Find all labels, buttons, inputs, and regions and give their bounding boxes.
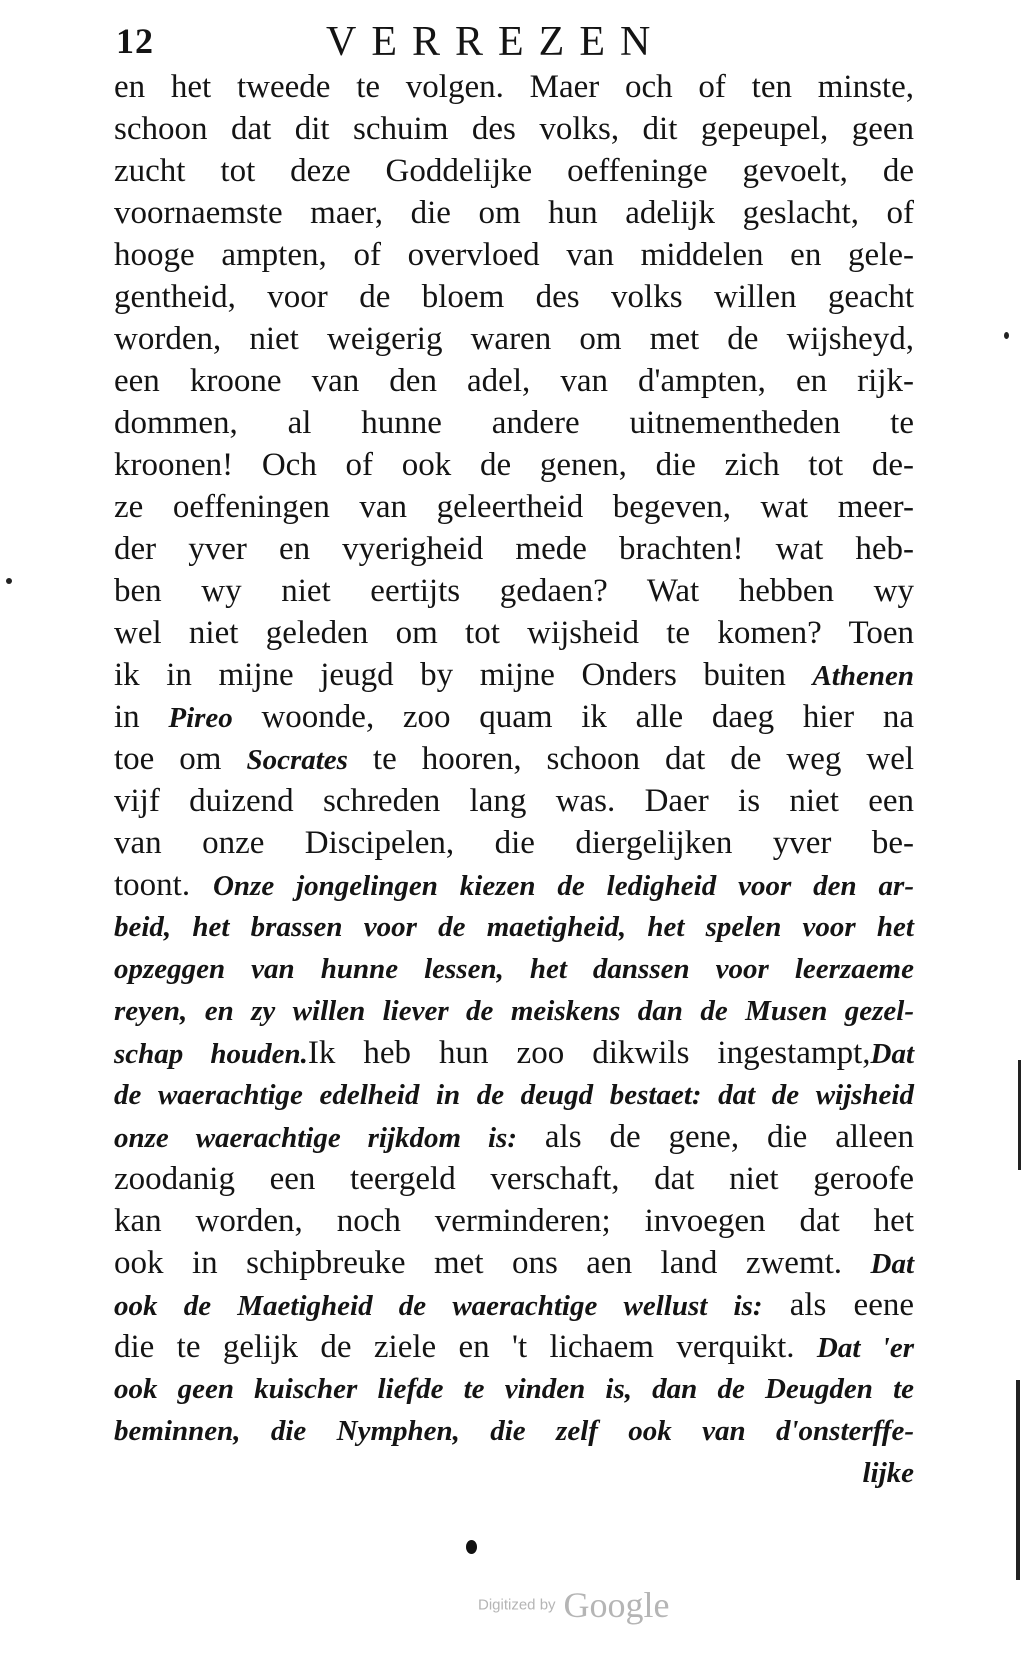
text-line bbox=[114, 822, 914, 864]
italic-text-segment: beminnen, die Nymphen, die zelf ook van d'onsterffe- bbox=[114, 1415, 914, 1447]
text-line bbox=[114, 906, 914, 948]
text-line bbox=[114, 1368, 914, 1410]
margin-speck bbox=[6, 578, 12, 584]
roman-text-segment: toe om bbox=[114, 741, 247, 777]
italic-text-segment: Dat bbox=[870, 1248, 914, 1280]
text-line bbox=[114, 696, 914, 738]
text-line bbox=[114, 1032, 914, 1074]
roman-text-segment: hooge ampten, of overvloed van middelen en gele- bbox=[114, 237, 914, 273]
roman-text-segment: te hooren, schoon dat de weg wel bbox=[347, 741, 915, 777]
roman-text-segment: vijf duizend schreden lang was. Daer is niet een bbox=[114, 783, 914, 819]
text-line bbox=[114, 150, 914, 192]
text-line bbox=[114, 486, 914, 528]
text-line bbox=[114, 864, 914, 906]
margin-edge-mark bbox=[1018, 1060, 1021, 1170]
roman-text-segment: ik in mijne jeugd by mijne Onders buiten bbox=[114, 657, 813, 693]
text-line bbox=[114, 528, 914, 570]
text-line bbox=[114, 402, 914, 444]
page-header bbox=[116, 14, 916, 64]
text-line bbox=[114, 654, 914, 696]
italic-text-segment: onze waerachtige rijkdom is: bbox=[114, 1122, 517, 1154]
roman-text-segment: als de gene, die alleen bbox=[516, 1119, 914, 1155]
italic-text-segment: reyen, en zy willen liever de meiskens dan de Musen gezel- bbox=[114, 995, 914, 1027]
text-line bbox=[114, 444, 914, 486]
margin-speck bbox=[1004, 332, 1009, 339]
text-line bbox=[114, 234, 914, 276]
text-line bbox=[114, 108, 914, 150]
text-line bbox=[114, 360, 914, 402]
italic-text-segment: opzeggen van hunne lessen, het danssen voor leerzaeme bbox=[114, 953, 914, 985]
italic-text-segment: Pireo bbox=[168, 702, 233, 734]
running-head: VERREZEN bbox=[326, 19, 666, 65]
italic-text-segment: schap houden. bbox=[114, 1038, 308, 1070]
text-line bbox=[114, 192, 914, 234]
roman-text-segment: een kroone van den adel, van d'ampten, en rijk- bbox=[114, 363, 914, 399]
italic-text-segment: Dat bbox=[870, 1038, 914, 1070]
margin-edge-mark bbox=[1016, 1380, 1020, 1580]
text-line bbox=[114, 1158, 914, 1200]
digitization-watermark bbox=[478, 1584, 670, 1626]
roman-text-segment: toont. bbox=[114, 867, 213, 903]
text-line bbox=[114, 1116, 914, 1158]
roman-text-segment: wel niet geleden om tot wijsheid te komen? Toen bbox=[114, 615, 914, 651]
roman-text-segment: en het tweede te volgen. Maer och of ten minste, bbox=[114, 69, 914, 105]
roman-text-segment: der yver en vyerigheid mede brachten! wat heb- bbox=[114, 531, 914, 567]
page-number: 12 bbox=[116, 21, 154, 61]
text-line bbox=[114, 1200, 914, 1242]
roman-text-segment: in bbox=[114, 699, 169, 735]
italic-text-segment: beid, het brassen voor de maetigheid, het spelen voor het bbox=[114, 911, 914, 943]
roman-text-segment: ze oeffeningen van geleertheid begeven, wat meer- bbox=[114, 489, 914, 525]
roman-text-segment: gentheid, voor de bloem des volks willen geacht bbox=[114, 279, 914, 315]
watermark-brand: Google bbox=[563, 1585, 670, 1625]
italic-text-segment: ook de Maetigheid de waerachtige wellust is: bbox=[114, 1290, 763, 1322]
roman-text-segment: ook in schipbreuke met ons aen land zwemt. bbox=[114, 1245, 871, 1281]
text-line bbox=[114, 1410, 914, 1452]
watermark-prefix: Digitized by bbox=[478, 1596, 556, 1614]
roman-text-segment: zoodanig een teergeld verschaft, dat niet geroofe bbox=[114, 1161, 914, 1197]
text-line bbox=[114, 1242, 914, 1284]
text-line bbox=[114, 66, 914, 108]
roman-text-segment: kroonen! Och of ook de genen, die zich tot de- bbox=[114, 447, 914, 483]
roman-text-segment: van onze Discipelen, die diergelijken yver be- bbox=[114, 825, 914, 861]
catchword: lijke bbox=[862, 1457, 914, 1489]
italic-text-segment: Onze jongelingen kiezen de ledigheid voor den ar- bbox=[212, 870, 914, 902]
roman-text-segment: kan worden, noch verminderen; invoegen dat het bbox=[114, 1203, 914, 1239]
text-line bbox=[114, 1074, 914, 1116]
text-line bbox=[114, 780, 914, 822]
roman-text-segment: ben wy niet eertijts gedaen? Wat hebben wy bbox=[114, 573, 914, 609]
italic-text-segment: Socrates bbox=[246, 744, 348, 776]
italic-text-segment: Dat 'er bbox=[816, 1332, 915, 1364]
roman-text-segment: die te gelijk de ziele en 't lichaem verquikt. bbox=[114, 1329, 817, 1365]
roman-text-segment: als eene bbox=[762, 1287, 914, 1323]
roman-text-segment: woonde, zoo quam ik alle daeg hier na bbox=[232, 699, 914, 735]
text-line bbox=[114, 276, 914, 318]
roman-text-segment: worden, niet weigerig waren om met de wijsheyd, bbox=[114, 321, 914, 357]
italic-text-segment: de waerachtige edelheid in de deugd bestaet: dat de wijsheid bbox=[114, 1079, 914, 1111]
footer-ink-mark bbox=[466, 1540, 477, 1554]
roman-text-segment: Ik heb hun zoo dikwils ingestampt, bbox=[307, 1035, 871, 1071]
roman-text-segment: dommen, al hunne andere uitnementheden te bbox=[114, 405, 914, 441]
text-line bbox=[114, 318, 914, 360]
roman-text-segment: schoon dat dit schuim des volks, dit gepeupel, geen bbox=[114, 111, 914, 147]
roman-text-segment: zucht tot deze Goddelijke oeffeninge gevoelt, de bbox=[114, 153, 914, 189]
body-text bbox=[114, 66, 914, 1494]
text-line bbox=[114, 570, 914, 612]
text-line bbox=[114, 990, 914, 1032]
text-line bbox=[114, 1284, 914, 1326]
roman-text-segment: voornaemste maer, die om hun adelijk geslacht, of bbox=[114, 195, 914, 231]
text-line bbox=[114, 738, 914, 780]
italic-text-segment: ook geen kuischer liefde te vinden is, dan de Deugden te bbox=[114, 1373, 914, 1405]
italic-text-segment: Athenen bbox=[812, 660, 914, 692]
text-line bbox=[114, 948, 914, 990]
text-line bbox=[114, 612, 914, 654]
text-line bbox=[114, 1326, 914, 1368]
